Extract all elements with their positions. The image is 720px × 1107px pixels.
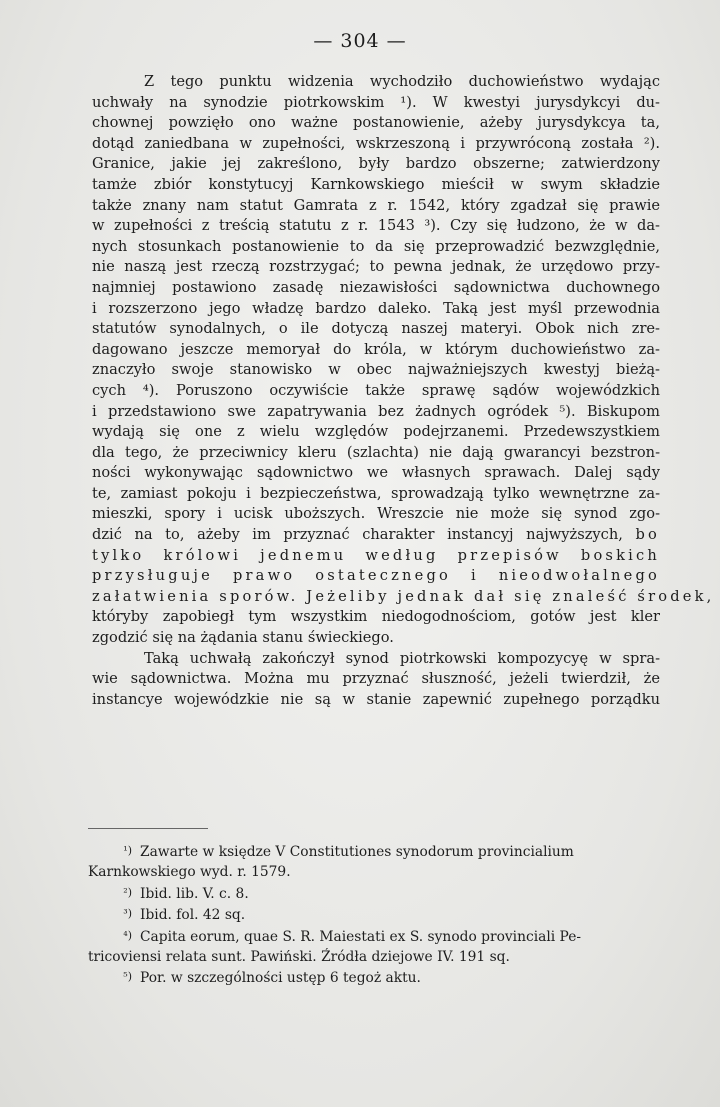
text-line: chownej powzięło ono ważne postanowienie, ażeby jurysdykcya ta, [92,114,660,132]
footnote-text: tricoviensi relata sunt. Pawiński. Źródła dziejowe IV. 191 sq. [88,949,510,966]
footnote-text: Karnkowskiego wyd. r. 1579. [88,864,291,881]
text-line: najmniej postawiono zasadę niezawisłości sądownictwa duchownego [92,278,660,296]
text-line: Taką uchwałą zakończył synod piotrkowski kompozycyę w spra- [144,649,660,667]
text-line: ności wykonywając sądownictwo we własnych sprawach. Dalej sądy [92,464,660,482]
text-line: tamże zbiór konstytucyj Karnkowskiego mieścił w swym składzie [92,175,660,193]
text-line: dla tego, że przeciwnicy kleru (szlachta) nie dają gwarancyi bezstron- [92,443,660,461]
text-line: dagowano jeszcze memoryał do króla, w którym duchowieństwo za- [92,340,660,358]
text-line: wie sądownictwa. Można mu przyznać słuszność, jeżeli twierdził, że [92,670,660,688]
emphasized-line-part: załatwienia sporów. Jeżeliby jednak dał się znaleść środek, [92,587,715,605]
footnote-continuation [88,862,662,882]
footnote-mark: ³) [123,907,132,921]
text-line: znaczyło swoje stanowisko w obec najważniejszych kwestyj bieżą- [92,361,660,379]
emphasized-line: przysługuje prawo ostatecznego i nieodwołalnego [92,567,660,585]
text-line: w zupełności z treścią statutu z r. 1543 ³). Czy się łudzono, że w da- [92,217,660,235]
text-line: Z tego punktu widzenia wychodziło duchowieństwo wydając [144,73,660,90]
text-line [92,587,715,608]
page-number: — 304 — [313,30,407,52]
footnote-mark: ¹) [123,844,132,857]
text-line: te, zamiast pokoju i bezpieczeństwa, sprowadzają tylko wewnętrzne za- [92,484,660,502]
emphasized-word: bo [635,526,660,544]
footnotes [88,841,662,989]
text-line: któryby zapobiegł tym wszystkim niedogodnościom, gotów jest kler [92,608,660,626]
text-line [92,525,660,546]
text-line: także znany nam statut Gamrata z r. 1542, który zgadzał się prawie [92,196,660,214]
footnote-text: Zawarte w księdze V Constitutiones synodorum provincialium [140,844,574,860]
footnote-continuation [88,947,662,967]
footnote-text: Capita eorum, quae S. R. Maiestati ex S. synodo provinciali Pe- [140,928,582,945]
text-line: dotąd zaniedbana w zupełności, wskrzeszoną i przywróconą została ²). [92,134,660,152]
text-line: mieszki, spory i ucisk uboższych. Wreszcie nie może się synod zgo- [92,505,660,523]
text-line: instancye wojewódzkie nie są w stanie zapewnić zupełnego porządku [92,690,660,708]
text-line: statutów synodalnych, o ile dotyczą naszej materyi. Obok nich zre- [92,320,660,338]
footnote [88,926,662,947]
footnote [88,883,662,904]
text-line: nie naszą jest rzeczą rozstrzygać; to pewna jednak, że urzędowo przy- [92,258,660,276]
footnote [88,904,662,925]
footnote-text: Ibid. lib. V. c. 8. [140,885,249,902]
footnote-mark: ⁴) [123,928,132,942]
text-line: uchwały na synodzie piotrkowskim ¹). W kwestyi jurysdykcyi du- [92,93,660,111]
footnote-text: Ibid. fol. 42 sq. [140,907,246,924]
text-line: i przedstawiono swe zapatrywania bez żadnych ogródek ⁵). Biskupom [92,402,660,420]
main-text [92,72,715,710]
footnote-mark: ²) [123,885,132,899]
footnote [88,841,662,862]
text-line: zgodzić się na żądania stanu świeckiego. [92,629,394,647]
text-line: i rozszerzono jego władzę bardzo daleko. Taką jest myśl przewodnia [92,299,660,317]
text-line: Granice, jakie jej zakreślono, były bardzo obszerne; zatwierdzony [92,155,660,173]
text-line-part: dzić na to, ażeby im przyznać charakter instancyj najwyższych, [92,526,623,544]
footnote-separator [88,828,208,829]
text-line: cych ⁴). Poruszono oczywiście także sprawę sądów wojewódzkich [92,381,660,399]
text-line: nych stosunkach postanowienie to da się przeprowadzić bezwzględnie, [92,237,660,255]
footnote [88,967,662,988]
emphasized-line: tylko królowi jednemu według przepisów boskich [92,546,660,564]
text-line: wydają się one z wielu względów podejrzanemi. Przedewszystkiem [92,423,660,441]
footnote-mark: ⁵) [123,970,132,984]
footnote-text: Por. w szczególności ustęp 6 tegoż aktu. [140,970,421,987]
